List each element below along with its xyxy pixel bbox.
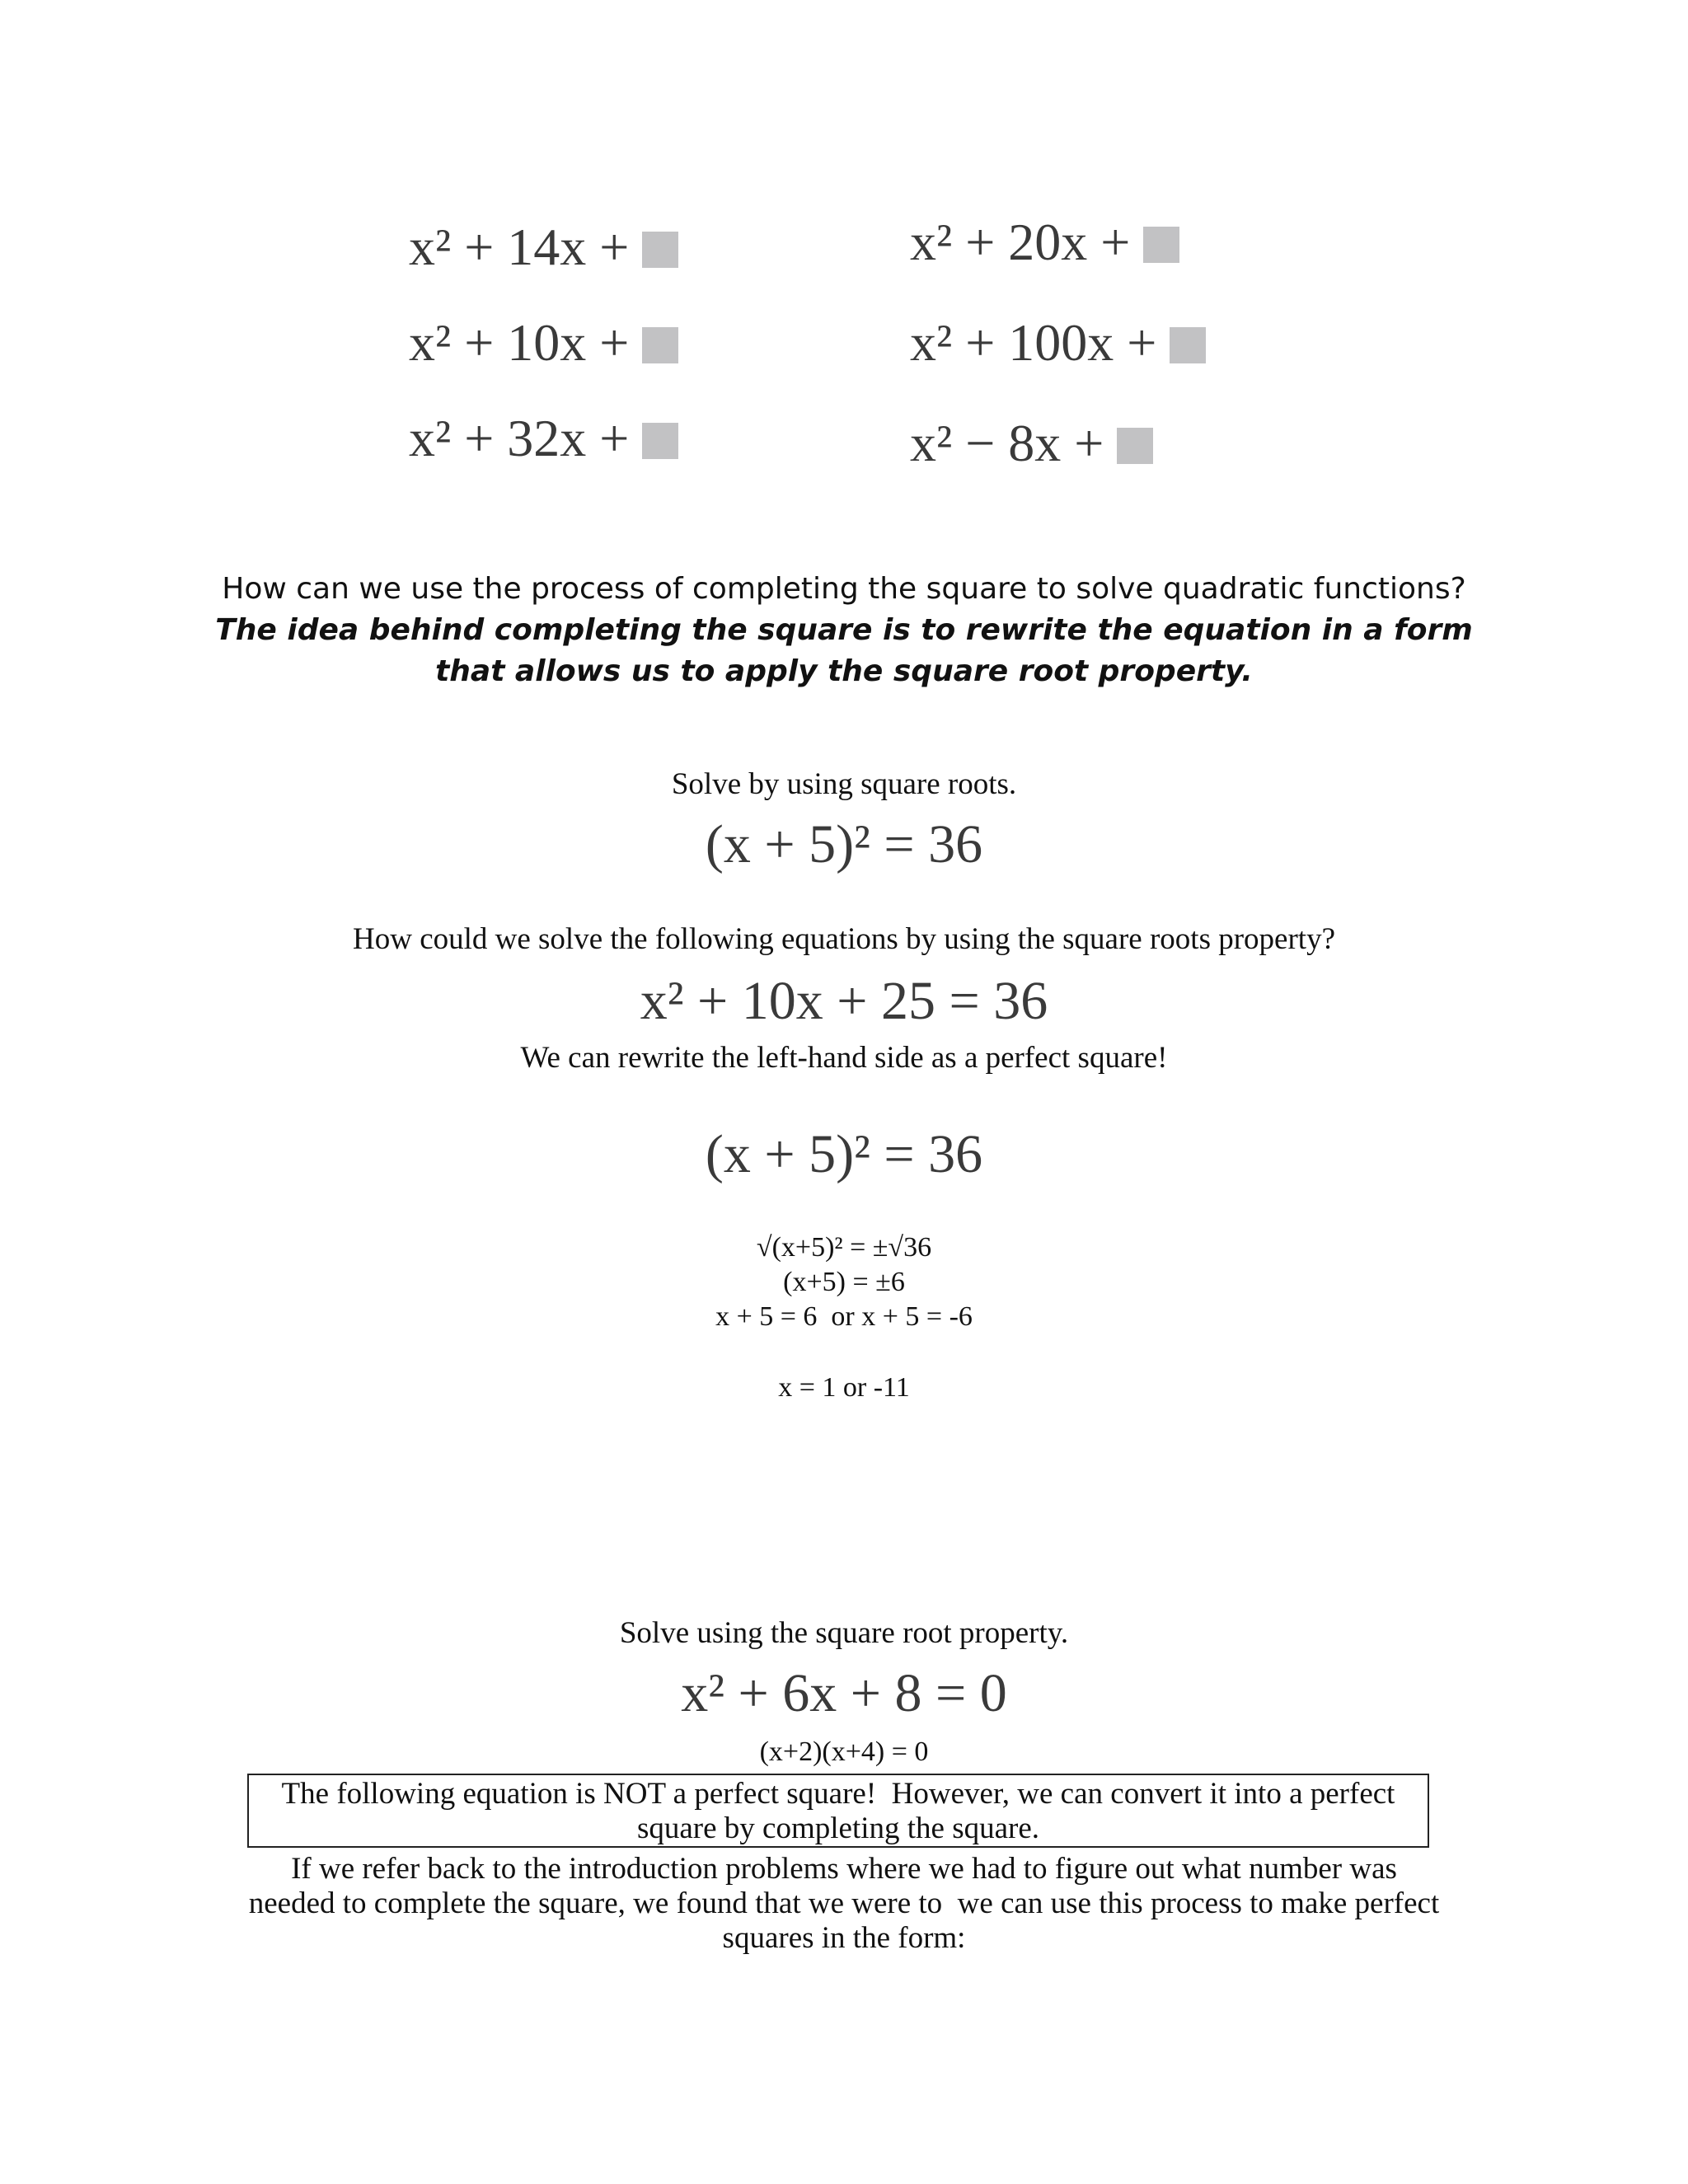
example1-instruction: Solve by using square roots.	[671, 767, 1017, 801]
example1-equation: (x + 5)² = 36	[705, 814, 983, 874]
intro-problem-5-text: x² + 100x +	[910, 313, 1157, 372]
intro-problem-4	[910, 213, 1179, 271]
blank-square-icon	[1117, 428, 1153, 464]
example2-equation: x² + 10x + 25 = 36	[640, 971, 1048, 1031]
intro-problem-3-text: x² + 32x +	[409, 409, 630, 467]
example2-instruction: How could we solve the following equations by using the square roots property?	[353, 922, 1335, 956]
intro-problem-2-text: x² + 10x +	[409, 313, 630, 372]
intro-problem-3	[409, 409, 678, 467]
example2-answer: x = 1 or -11	[778, 1372, 910, 1403]
blank-square-icon	[1170, 327, 1206, 363]
question-line-2: The idea behind completing the square is to rewrite the equation in a form	[215, 613, 1473, 647]
question-line-3: that allows us to apply the square root property.	[435, 654, 1253, 688]
intro-problem-6-text: x² − 8x +	[910, 414, 1104, 472]
blank-square-icon	[642, 423, 678, 459]
intro-problem-4-text: x² + 20x +	[910, 213, 1131, 271]
intro-problem-1-text: x² + 14x +	[409, 218, 630, 276]
intro-problem-6	[910, 414, 1153, 472]
example2-step-2: (x+5) = ±6	[783, 1267, 905, 1297]
example2-step-1: √(x+5)² = ±√36	[756, 1232, 932, 1263]
example2-note: We can rewrite the left-hand side as a perfect square!	[520, 1041, 1168, 1075]
blank-square-icon	[642, 327, 678, 363]
intro-problem-2	[409, 313, 678, 372]
question-line-1: How can we use the process of completing the square to solve quadratic functions?	[222, 572, 1466, 606]
boxed-note-line-1: The following equation is NOT a perfect square! However, we can convert it into a perfect	[281, 1777, 1395, 1811]
example3-instruction: Solve using the square root property.	[619, 1616, 1069, 1650]
boxed-note	[247, 1774, 1429, 1848]
closing-line-1: If we refer back to the introduction problems where we had to figure out what number was	[291, 1852, 1397, 1886]
example3-factored: (x+2)(x+4) = 0	[759, 1736, 929, 1767]
closing-line-3: squares in the form:	[722, 1921, 966, 1955]
blank-square-icon	[1143, 227, 1179, 263]
example3-equation: x² + 6x + 8 = 0	[681, 1663, 1007, 1723]
closing-line-2: needed to complete the square, we found that we were to we can use this process to make perfect	[248, 1886, 1440, 1920]
example2-step-3: x + 5 = 6 or x + 5 = -6	[715, 1301, 973, 1332]
example2-rewritten: (x + 5)² = 36	[705, 1124, 983, 1184]
blank-square-icon	[642, 232, 678, 268]
intro-problem-1	[409, 218, 678, 276]
boxed-note-line-2: square by completing the square.	[636, 1811, 1040, 1845]
intro-problem-5	[910, 313, 1206, 372]
